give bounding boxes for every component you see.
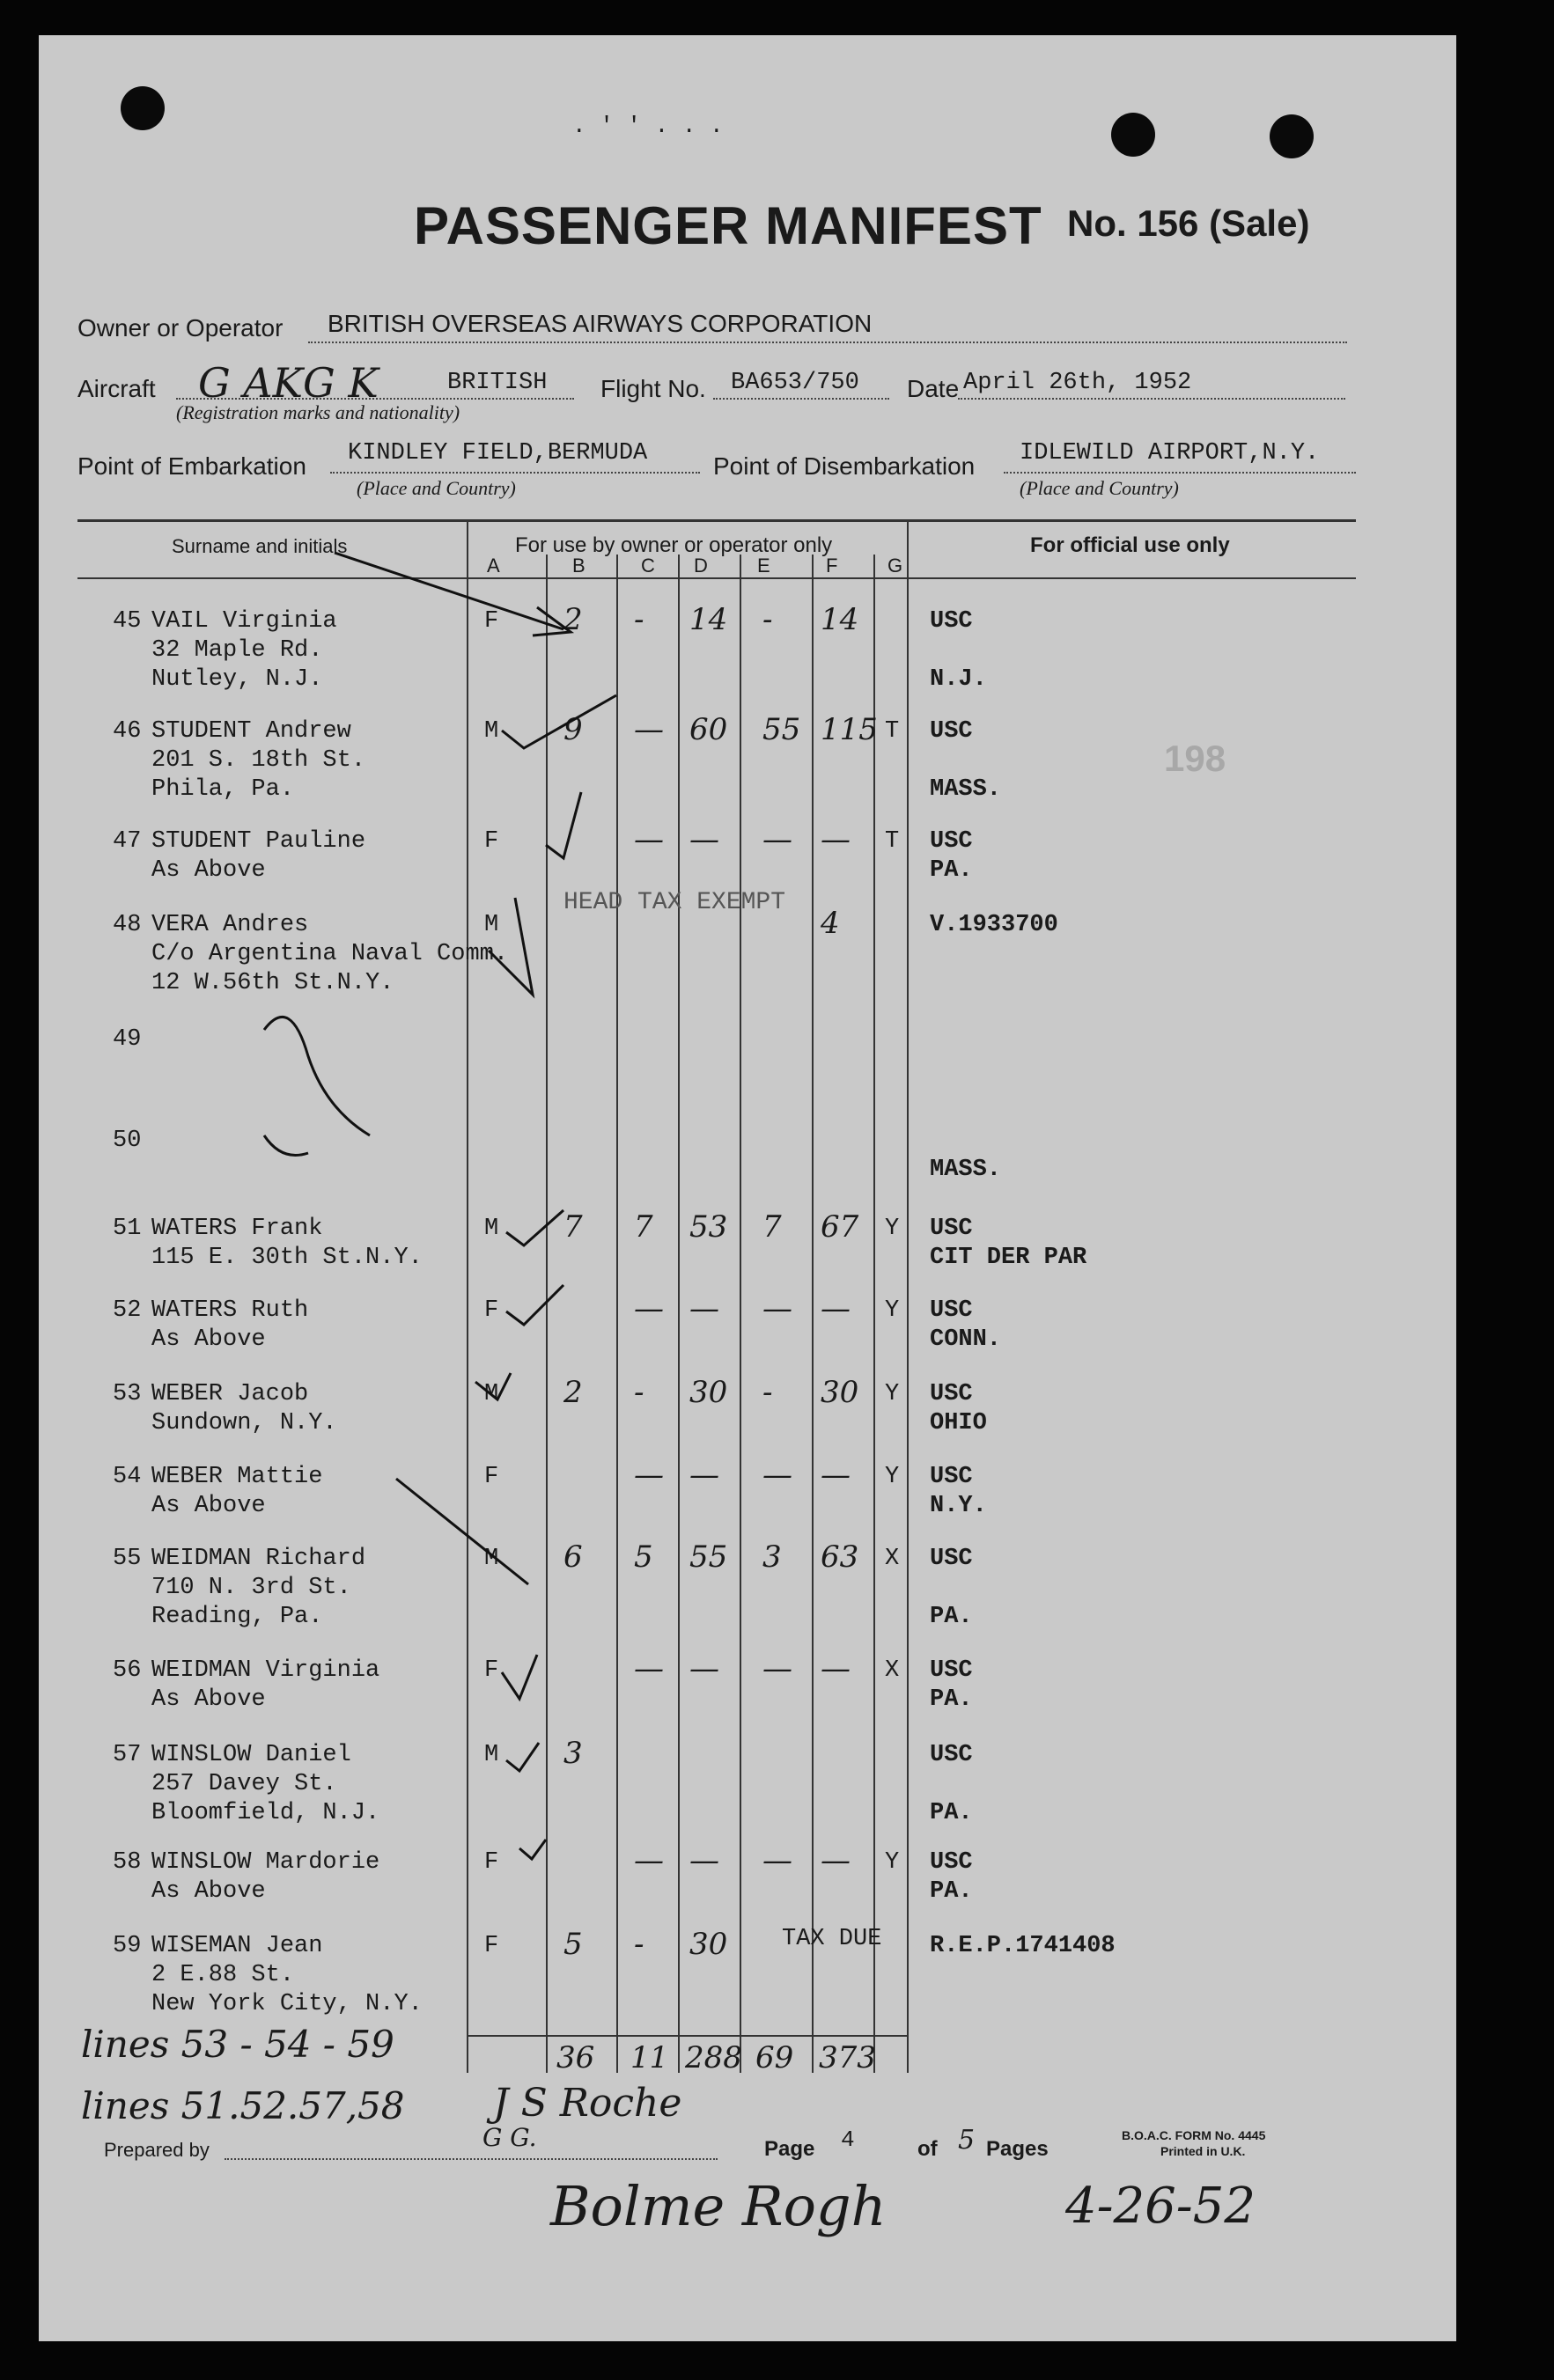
col-d-value: 55	[689, 1539, 728, 1575]
col-a-sex: M	[484, 1546, 499, 1572]
col-e-value: —	[762, 1843, 792, 1878]
passenger-name: STUDENT Andrew	[151, 718, 351, 745]
printed-label: Printed in U.K.	[1160, 2144, 1246, 2158]
col-g-value: Y	[885, 1216, 900, 1242]
row-number: 50	[113, 1128, 142, 1154]
passenger-address: As Above	[151, 857, 266, 884]
official-entry: USC	[930, 718, 973, 745]
col-letter-a: A	[487, 555, 500, 577]
total-b: 36	[556, 2040, 595, 2075]
col-c-value: —	[634, 712, 664, 747]
signature: Bolme Rogh	[550, 2174, 887, 2238]
col-e-value: —	[762, 1651, 792, 1686]
col-g-value: Y	[885, 1297, 900, 1324]
row-number: 58	[113, 1849, 142, 1876]
col-c-value: 7	[634, 1209, 653, 1245]
of-label: of	[917, 2137, 938, 2161]
col-letter-c: C	[641, 555, 655, 577]
passenger-name: WEIDMAN Richard	[151, 1546, 366, 1572]
passenger-address: Phila, Pa.	[151, 776, 295, 803]
head-tax-exempt: HEAD TAX EXEMPT	[563, 889, 786, 916]
col-d-value: —	[689, 1291, 719, 1326]
col-c-value: —	[634, 1458, 664, 1493]
col-a-sex: F	[484, 1849, 499, 1876]
official-entry: USC	[930, 1849, 973, 1876]
col-f-value: —	[821, 1291, 851, 1326]
col-d-value: —	[689, 822, 719, 857]
col-letter-e: E	[757, 555, 770, 577]
col-f-value: 67	[821, 1209, 859, 1245]
col-b-value: 7	[563, 1209, 583, 1245]
col-a-sex: M	[484, 912, 499, 938]
official-entry: CIT DER PAR	[930, 1245, 1087, 1271]
col-c-value: -	[634, 1375, 644, 1410]
col-f-value: 14	[821, 602, 859, 637]
col-f-value: —	[821, 1458, 851, 1493]
col-d-value: —	[689, 1843, 719, 1878]
form-number: B.O.A.C. FORM No. 4445	[1122, 2128, 1266, 2142]
col-c-value: -	[634, 602, 644, 637]
official-entry: MASS.	[930, 776, 1002, 803]
passenger-address: Sundown, N.Y.	[151, 1410, 337, 1436]
col-a-sex: M	[484, 1381, 499, 1407]
row-number: 54	[113, 1464, 142, 1490]
date-value: April 26th, 1952	[963, 370, 1192, 396]
col-e-value: —	[762, 822, 792, 857]
page-label: Page	[764, 2137, 815, 2161]
row-number: 51	[113, 1216, 142, 1242]
row-number: 55	[113, 1546, 142, 1572]
col-b-value: 6	[563, 1539, 583, 1575]
passenger-address: 201 S. 18th St.	[151, 747, 366, 774]
manifest-number: No. 156 (Sale)	[1067, 202, 1310, 244]
row-number: 47	[113, 828, 142, 855]
prepared-by-label: Prepared by	[104, 2139, 210, 2161]
disembark-value: IDLEWILD AIRPORT,N.Y.	[1020, 440, 1320, 466]
official-entry: PA.	[930, 1604, 973, 1630]
col-d-value: 60	[689, 712, 728, 747]
official-entry: PA.	[930, 1686, 973, 1713]
official-entry: CONN.	[930, 1326, 1002, 1353]
col-f-value: —	[821, 1843, 851, 1878]
official-entry: PA.	[930, 1800, 973, 1826]
col-a-sex: F	[484, 828, 499, 855]
col-f-value: 4	[821, 906, 840, 941]
col-c-value: —	[634, 1291, 664, 1326]
page-title: PASSENGER MANIFEST	[414, 196, 1042, 255]
ink-scribble-50	[264, 1135, 308, 1156]
col-d-value: 30	[689, 1927, 728, 1962]
passenger-address: 710 N. 3rd St.	[151, 1575, 351, 1601]
passenger-name: VERA Andres	[151, 912, 309, 938]
passenger-address: 115 E. 30th St.N.Y.	[151, 1245, 423, 1271]
official-entry: OHIO	[930, 1410, 987, 1436]
passenger-name: WISEMAN Jean	[151, 1933, 323, 1959]
row-number: 53	[113, 1381, 142, 1407]
col-header-official: For official use only	[1030, 533, 1230, 557]
official-entry: USC	[930, 828, 973, 855]
signature-date: 4-26-52	[1065, 2178, 1256, 2235]
check-mark-54	[396, 1479, 528, 1584]
check-mark-51	[506, 1210, 563, 1245]
row-number: 46	[113, 718, 142, 745]
passenger-address: As Above	[151, 1326, 266, 1353]
col-c-value: —	[634, 822, 664, 857]
col-a-sex: F	[484, 1933, 499, 1959]
pages-label: Pages	[986, 2137, 1049, 2161]
passenger-address: 32 Maple Rd.	[151, 637, 323, 664]
col-a-sex: M	[484, 1742, 499, 1768]
col-d-value: —	[689, 1458, 719, 1493]
col-e-value: 3	[762, 1539, 782, 1575]
official-entry: USC	[930, 1297, 973, 1324]
total-e: 69	[755, 2040, 794, 2075]
row-number: 59	[113, 1933, 142, 1959]
gg-mark: G G.	[482, 2123, 537, 2152]
col-d-value: —	[689, 1651, 719, 1686]
row-number: 57	[113, 1742, 142, 1768]
passenger-address: As Above	[151, 1878, 266, 1905]
col-g-value: T	[885, 828, 900, 855]
col-f-value: 63	[821, 1539, 859, 1575]
col-b-value: 2	[563, 602, 583, 637]
col-e-value: —	[762, 1458, 792, 1493]
col-c-value: -	[634, 1927, 644, 1962]
col-letter-b: B	[572, 555, 586, 577]
col-header-owner: For use by owner or operator only	[515, 533, 833, 557]
check-mark-56	[502, 1655, 537, 1699]
flight-label: Flight No.	[600, 375, 706, 402]
passenger-address: C/o Argentina Naval Comm.	[151, 941, 509, 967]
col-e-value: —	[762, 1291, 792, 1326]
col-c-value: 5	[634, 1539, 653, 1575]
disembark-label: Point of Disembarkation	[713, 452, 976, 480]
official-entry: MASS.	[930, 1157, 1002, 1183]
col-a-sex: F	[484, 1297, 499, 1324]
col-e-value: 55	[762, 712, 801, 747]
check-mark-57	[506, 1743, 539, 1771]
total-f: 373	[819, 2040, 876, 2075]
col-f-value: —	[821, 822, 851, 857]
embark-sublabel: (Place and Country)	[357, 477, 516, 499]
col-b-value: 3	[563, 1736, 583, 1771]
passenger-name: WEBER Jacob	[151, 1381, 309, 1407]
official-entry: USC	[930, 1546, 973, 1572]
tax-due: TAX DUE	[782, 1926, 882, 1952]
col-letter-d: D	[694, 555, 708, 577]
official-entry: USC	[930, 1657, 973, 1684]
passenger-name: WEBER Mattie	[151, 1464, 323, 1490]
col-g-value: Y	[885, 1381, 900, 1407]
check-mark-48	[489, 898, 533, 995]
passenger-address: As Above	[151, 1493, 266, 1519]
flight-value: BA653/750	[731, 370, 859, 396]
col-a-sex: M	[484, 718, 499, 745]
disembark-sublabel: (Place and Country)	[1020, 477, 1179, 499]
aircraft-sublabel: (Registration marks and nationality)	[176, 401, 460, 423]
top-marks: . ' ' . . .	[572, 113, 724, 139]
passenger-address: As Above	[151, 1686, 266, 1713]
passenger-name: WINSLOW Daniel	[151, 1742, 351, 1768]
col-a-sex: F	[484, 608, 499, 635]
col-e-value: -	[762, 1375, 773, 1410]
passenger-name: WINSLOW Mardorie	[151, 1849, 380, 1876]
check-mark-47	[546, 792, 581, 858]
official-entry: USC	[930, 1742, 973, 1768]
col-letter-f: F	[826, 555, 838, 577]
note-lines-2: lines 51.52.57,58	[81, 2084, 405, 2127]
col-header-surname: Surname and initials	[172, 535, 348, 557]
owner-value: BRITISH OVERSEAS AIRWAYS CORPORATION	[328, 310, 873, 337]
col-c-value: —	[634, 1843, 664, 1878]
passenger-address: Nutley, N.J.	[151, 666, 323, 693]
col-e-value: -	[762, 602, 773, 637]
passenger-address: Reading, Pa.	[151, 1604, 323, 1630]
col-f-value: 30	[821, 1375, 859, 1410]
official-entry: USC	[930, 1216, 973, 1242]
official-entry: PA.	[930, 857, 973, 884]
official-entry: USC	[930, 1464, 973, 1490]
total-c: 11	[630, 2040, 669, 2075]
official-entry: R.E.P.1741408	[930, 1933, 1116, 1959]
row-number: 48	[113, 912, 142, 938]
col-f-value: 115	[821, 712, 878, 747]
page-number: 4	[841, 2127, 855, 2153]
col-g-value: X	[885, 1546, 900, 1572]
passenger-name: WATERS Frank	[151, 1216, 323, 1242]
check-mark-53	[475, 1373, 511, 1399]
col-letter-g: G	[887, 555, 903, 577]
passenger-address: 12 W.56th St.N.Y.	[151, 970, 394, 996]
col-f-value: —	[821, 1651, 851, 1686]
embark-label: Point of Embarkation	[77, 452, 306, 480]
col-c-value: —	[634, 1651, 664, 1686]
check-mark-58	[519, 1840, 546, 1859]
check-mark-52	[506, 1285, 563, 1325]
note-lines-1: lines 53 - 54 - 59	[81, 2023, 394, 2066]
official-entry: N.J.	[930, 666, 987, 693]
col-g-value: T	[885, 718, 900, 745]
check-mark-46	[502, 695, 616, 748]
pages-total: 5	[958, 2125, 976, 2156]
stamp-number: 198	[1164, 738, 1226, 779]
col-d-value: 14	[689, 602, 728, 637]
col-a-sex: F	[484, 1464, 499, 1490]
col-d-value: 30	[689, 1375, 728, 1410]
passenger-name: WATERS Ruth	[151, 1297, 309, 1324]
col-d-value: 53	[689, 1209, 728, 1245]
total-d: 288	[685, 2040, 742, 2075]
row-number: 52	[113, 1297, 142, 1324]
col-a-sex: M	[484, 1216, 499, 1242]
col-g-value: X	[885, 1657, 900, 1684]
col-b-value: 2	[563, 1375, 583, 1410]
passenger-address: 257 Davey St.	[151, 1771, 337, 1797]
official-entry: N.Y.	[930, 1493, 987, 1519]
aircraft-registration: G AKG K	[198, 359, 379, 407]
passenger-address: 2 E.88 St.	[151, 1962, 295, 1988]
col-e-value: 7	[762, 1209, 782, 1245]
official-entry: USC	[930, 1381, 973, 1407]
col-g-value: Y	[885, 1464, 900, 1490]
row-number: 49	[113, 1026, 142, 1053]
date-label: Date	[907, 375, 960, 402]
initials: J S Roche	[493, 2081, 682, 2126]
passenger-address: Bloomfield, N.J.	[151, 1800, 380, 1826]
passenger-address: New York City, N.Y.	[151, 1991, 423, 2017]
row-number: 56	[113, 1657, 142, 1684]
owner-label: Owner or Operator	[77, 314, 284, 342]
aircraft-label: Aircraft	[77, 375, 156, 402]
col-g-value: Y	[885, 1849, 900, 1876]
aircraft-nationality: BRITISH	[447, 370, 548, 396]
passenger-name: WEIDMAN Virginia	[151, 1657, 380, 1684]
official-entry: USC	[930, 608, 973, 635]
passenger-name: VAIL Virginia	[151, 608, 337, 635]
official-entry: V.1933700	[930, 912, 1058, 938]
official-entry: PA.	[930, 1878, 973, 1905]
ink-scribble-49	[264, 1017, 370, 1135]
passenger-name: STUDENT Pauline	[151, 828, 366, 855]
col-a-sex: F	[484, 1657, 499, 1684]
embark-value: KINDLEY FIELD,BERMUDA	[348, 440, 648, 466]
arrow-stroke	[335, 553, 563, 629]
col-b-value: 9	[563, 712, 583, 747]
col-b-value: 5	[563, 1927, 583, 1962]
row-number: 45	[113, 608, 142, 635]
